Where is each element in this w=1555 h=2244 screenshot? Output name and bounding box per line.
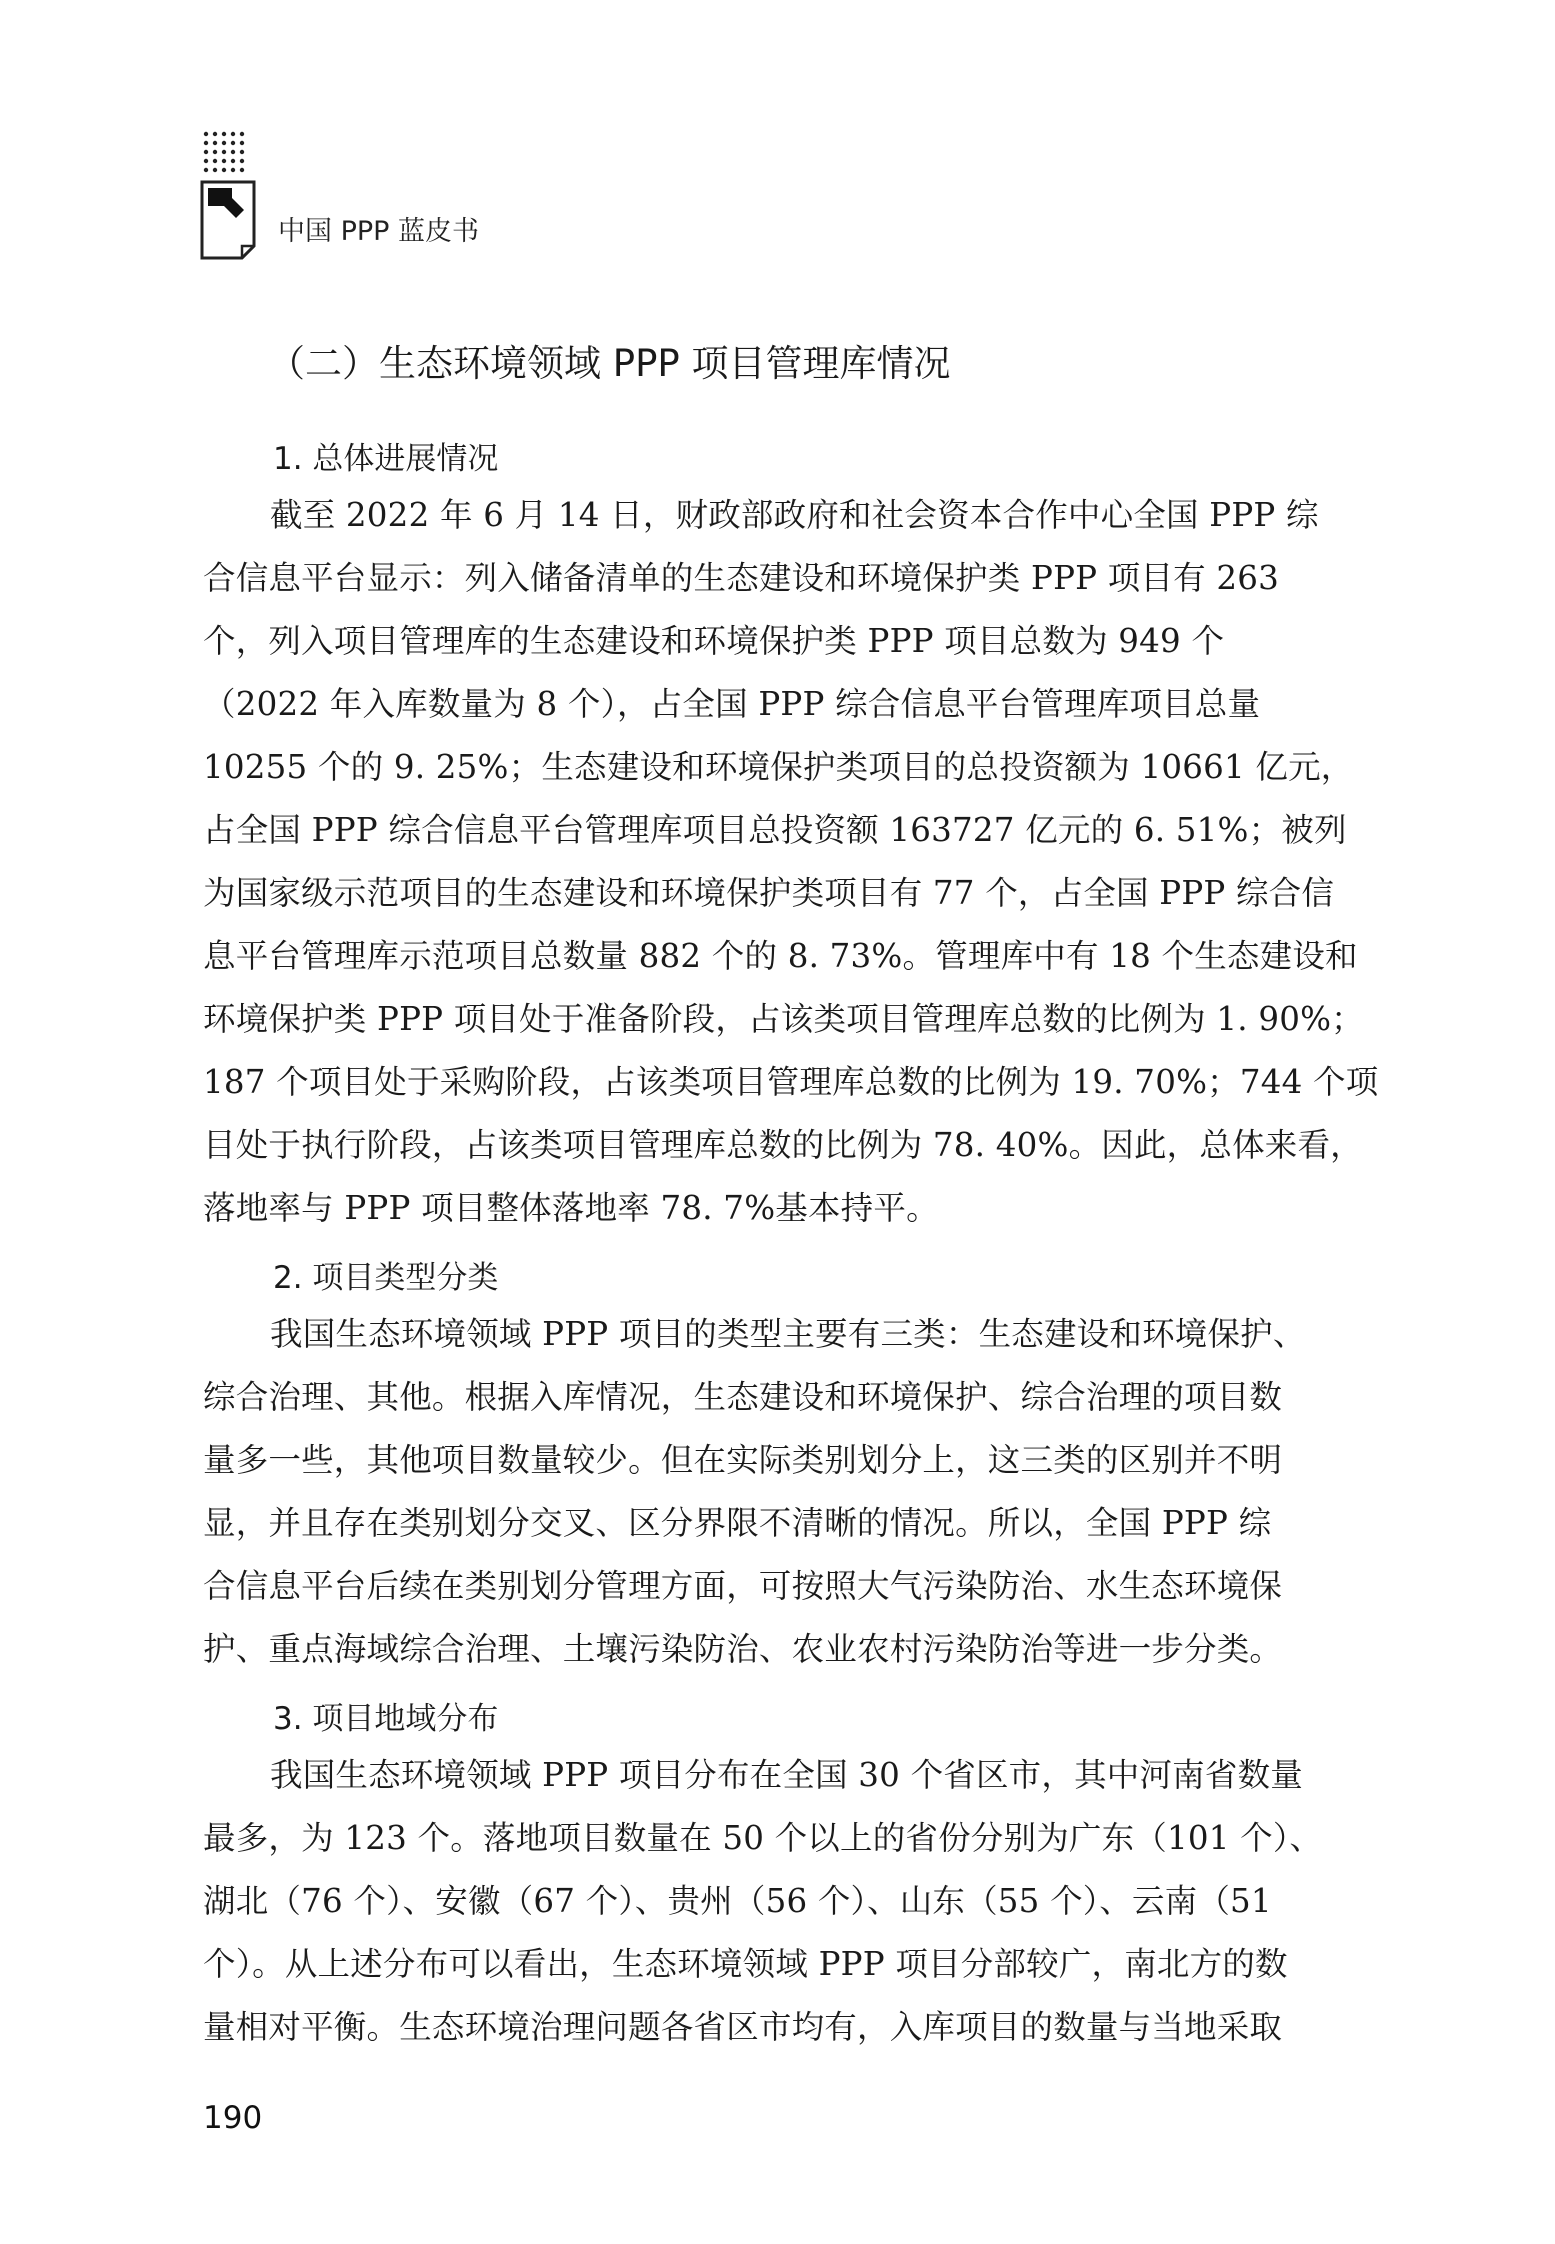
text-line: 显，并且存在类别划分交叉、区分界限不清晰的情况。所以，全国 PPP 综 <box>203 1504 1272 1542</box>
paragraph-regional-distribution <box>203 1744 1360 2059</box>
running-header-title: 中国 PPP 蓝皮书 <box>278 216 480 247</box>
text-line: 个，列入项目管理库的生态建设和环境保护类 PPP 项目总数为 949 个 <box>203 622 1225 660</box>
text-line: 量多一些，其他项目数量较少。但在实际类别划分上，这三类的区别并不明 <box>203 1441 1283 1479</box>
text-line: 占全国 PPP 综合信息平台管理库项目总投资额 163727 亿元的 6. 51%；被列 <box>203 811 1347 849</box>
text-line: 为国家级示范项目的生态建设和环境保护类项目有 77 个，占全国 PPP 综合信 <box>203 874 1335 912</box>
book-corner-dots-icon <box>198 128 260 262</box>
page-number: 190 <box>203 2100 263 2136</box>
subsection-heading-regional-distribution: 3. 项目地域分布 <box>273 1701 499 1737</box>
text-line: （2022 年入库数量为 8 个），占全国 PPP 综合信息平台管理库项目总量 <box>203 685 1261 723</box>
text-line: 合信息平台后续在类别划分管理方面，可按照大气污染防治、水生态环境保 <box>203 1567 1283 1605</box>
text-line: 息平台管理库示范项目总数量 882 个的 8. 73%。管理库中有 18 个生态建设和 <box>203 937 1358 975</box>
text-line: 10255 个的 9. 25%；生态建设和环境保护类项目的总投资额为 10661 亿元， <box>203 748 1354 786</box>
paragraph-overall-progress <box>203 484 1379 1240</box>
text-line: 目处于执行阶段，占该类项目管理库总数的比例为 78. 40%。因此，总体来看， <box>203 1126 1363 1164</box>
paragraph-project-types <box>203 1303 1360 1681</box>
text-line: 综合治理、其他。根据入库情况，生态建设和环境保护、综合治理的项目数 <box>203 1378 1283 1416</box>
text-line: 我国生态环境领域 PPP 项目分布在全国 30 个省区市，其中河南省数量 <box>270 1756 1303 1794</box>
text-line: 湖北（76 个）、安徽（67 个）、贵州（56 个）、山东（55 个）、云南（51 <box>203 1882 1272 1920</box>
subsection-heading-project-types: 2. 项目类型分类 <box>273 1260 499 1296</box>
text-line: 个）。从上述分布可以看出，生态环境领域 PPP 项目分部较广，南北方的数 <box>203 1945 1288 1983</box>
text-line: 截至 2022 年 6 月 14 日，财政部政府和社会资本合作中心全国 PPP 综 <box>270 496 1319 534</box>
text-line: 我国生态环境领域 PPP 项目的类型主要有三类：生态建设和环境保护、 <box>270 1315 1306 1353</box>
section-heading: （二）生态环境领域 PPP 项目管理库情况 <box>268 342 951 385</box>
text-line: 落地率与 PPP 项目整体落地率 78. 7%基本持平。 <box>203 1189 939 1227</box>
subsection-heading-overall-progress: 1. 总体进展情况 <box>273 441 499 477</box>
text-line: 187 个项目处于采购阶段，占该类项目管理库总数的比例为 19. 70%；744 个项 <box>203 1063 1379 1101</box>
text-line: 量相对平衡。生态环境治理问题各省区市均有，入库项目的数量与当地采取 <box>203 2008 1283 2046</box>
text-line: 环境保护类 PPP 项目处于准备阶段，占该类项目管理库总数的比例为 1. 90%； <box>203 1000 1364 1038</box>
text-line: 护、重点海域综合治理、土壤污染防治、农业农村污染防治等进一步分类。 <box>203 1630 1283 1668</box>
text-line: 合信息平台显示：列入储备清单的生态建设和环境保护类 PPP 项目有 263 <box>203 559 1280 597</box>
text-line: 最多，为 123 个。落地项目数量在 50 个以上的省份分别为广东（101 个）、 <box>203 1819 1323 1857</box>
